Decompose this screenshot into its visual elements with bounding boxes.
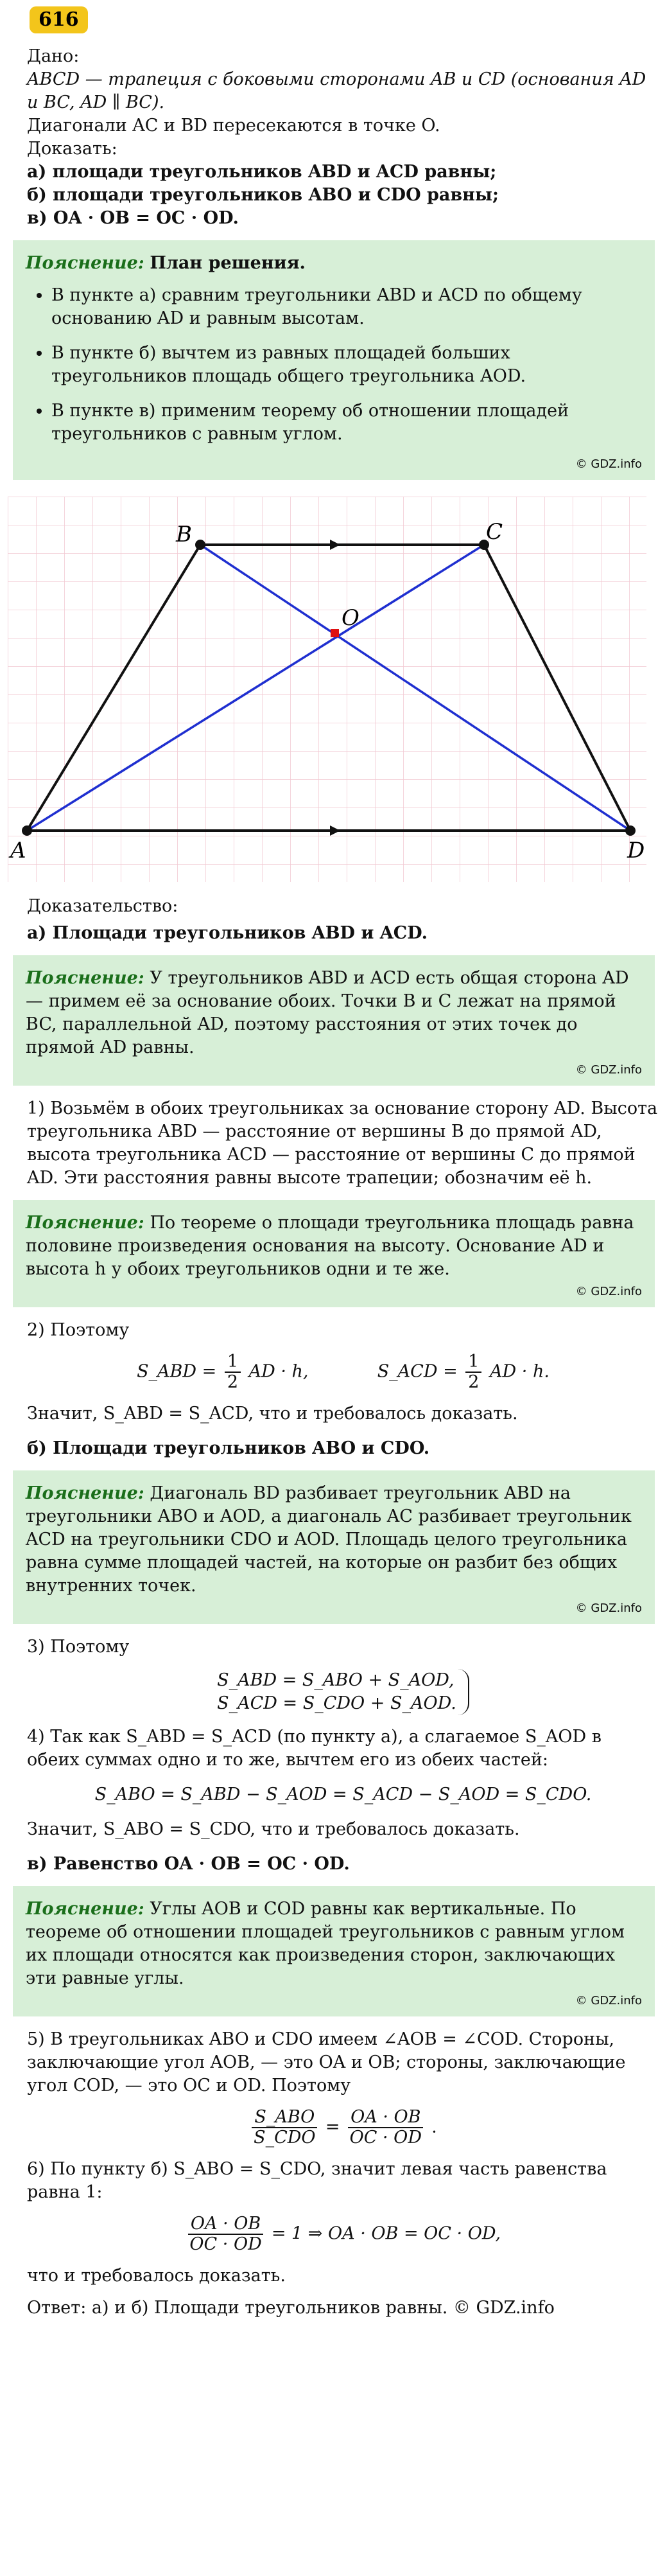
prove-label: Доказать: xyxy=(27,139,117,159)
vertex-d-dot xyxy=(625,825,636,836)
plan-heading xyxy=(26,252,642,275)
prove-item-b: б) площади треугольников ABO и CDO равны; xyxy=(27,185,499,205)
trapezoid-svg xyxy=(8,497,646,882)
formula-5-left-num: S_ABO xyxy=(252,2108,317,2128)
explanation-c xyxy=(26,1482,642,1598)
formula-step-4: S_ABO = S_ABD − S_AOD = S_ACD − S_AOD = S_CDO. xyxy=(94,1785,592,1804)
formula-5-right-num: OA · OB xyxy=(348,2108,423,2128)
explanation-d-credit xyxy=(26,1994,642,2007)
plan-item: • В пункте а) сравним треугольники ABD и ACD по общему основанию AD и равным высотам. xyxy=(51,284,642,330)
vertex-b-dot xyxy=(195,540,205,550)
explanation-b xyxy=(26,1212,642,1281)
credit-text: GDZ.info xyxy=(591,1994,642,2007)
step-1: 1) Возьмём в обоих треугольниках за основание сторону AD. Высота треугольника ABD — расстояние от вершины B до прямой AD, высота треугольника ACD — расстояние от вершины C до прямой AD. Эти расстояния равны высоте трапеции; обозначим её h. xyxy=(27,1098,658,1188)
formula-step-2 xyxy=(27,1352,658,1392)
plan-title: План решения. xyxy=(150,253,306,273)
formula-step-3 xyxy=(27,1669,658,1715)
explanation-c-text: Диагональ BD разбивает треугольник ABD на треугольники ABO и AOD, а диагональ AC разбивает треугольник ACD на треугольники CDO и AOD. Площадь целого треугольника равна сумме площадей частей, на которые он разбит без общих внутренних точек. xyxy=(26,1483,632,1596)
prove-item-a: а) площади треугольников ABD и ACD равны; xyxy=(27,162,497,182)
credit-text: GDZ.info xyxy=(591,1601,642,1615)
explanation-a-credit xyxy=(26,1063,642,1077)
label-c: C xyxy=(486,519,503,545)
copyright-icon: © xyxy=(453,2298,471,2318)
formula-6-den: OC · OD xyxy=(189,2234,262,2254)
explanation-b-credit xyxy=(26,1285,642,1298)
label-o: O xyxy=(342,605,359,631)
step-6: 6) По пункту б) S_ABO = S_CDO, значит левая часть равенства равна 1: xyxy=(27,2159,607,2202)
formula-3-line-2: S_ACD = S_CDO + S_AOD. xyxy=(217,1693,456,1713)
formula-5-left-fraction xyxy=(252,2108,317,2148)
formula-5-equals: = xyxy=(325,2117,340,2137)
grid-background xyxy=(8,497,646,882)
copyright-icon: © xyxy=(575,1063,587,1077)
step-3: 3) Поэтому xyxy=(27,1637,130,1657)
explanation-a xyxy=(26,967,642,1059)
formula-5-left-den: S_CDO xyxy=(254,2128,316,2148)
explanation-box-c xyxy=(13,1470,655,1624)
plan-item: • В пункте б) вычтем из равных площадей больших треугольников площадь общего треугольника AOD. xyxy=(51,342,642,388)
explanation-b-text: По теореме о площади треугольника площадь равна половине произведения основания на высоту. Основание AD и высота h у обоих треугольников одни и те же. xyxy=(26,1213,634,1279)
formula-5-end: . xyxy=(431,2117,437,2137)
formula-2-right-fraction xyxy=(465,1352,481,1392)
given-block xyxy=(27,45,658,230)
formula-2-left-fraction xyxy=(225,1352,241,1392)
given-text-2: Диагонали AC и BD пересекаются в точке O. xyxy=(27,116,440,136)
plan-explanation-box xyxy=(13,240,655,480)
label-a: A xyxy=(10,838,26,863)
part-b-title: б) Площади треугольников ABO и CDO. xyxy=(27,1438,430,1458)
copyright-icon: © xyxy=(575,1285,587,1298)
given-text-1: ABCD — трапеция с боковыми сторонами AB и CD (основания AD и BC, AD ∥ BC). xyxy=(27,69,646,112)
explanation-d xyxy=(26,1898,642,1990)
intersection-o-marker xyxy=(331,629,339,637)
plan-lead: Пояснение: xyxy=(26,253,144,273)
formula-6-num: OA · OB xyxy=(188,2214,263,2235)
vertex-a-dot xyxy=(22,825,32,836)
proof-intro: Доказательство: xyxy=(27,896,178,916)
label-b: B xyxy=(176,522,192,547)
answer-line xyxy=(27,2297,658,2320)
formula-2-right-rhs: AD · h. xyxy=(490,1361,550,1382)
step-5: 5) В треугольниках ABO и CDO имеем ∠AOB = ∠COD. Стороны, заключающие угол AOB, — это OA и OB; стороны, заключающие угол COD, — это OC и OD. Поэтому xyxy=(27,2029,626,2095)
formula-6-rest: = 1 ⇒ OA · OB = OC · OD, xyxy=(271,2223,501,2244)
plan-credit-text: GDZ.info xyxy=(591,457,642,471)
problem-number-badge: 616 xyxy=(30,6,88,33)
formula-2-right-lhs: S_ACD = xyxy=(377,1361,463,1382)
content xyxy=(10,6,658,2320)
formula-5-right-fraction xyxy=(348,2108,423,2148)
copyright-icon: © xyxy=(575,457,587,471)
explanation-c-credit xyxy=(26,1601,642,1615)
plan-credit xyxy=(26,457,642,471)
explanation-box-b xyxy=(13,1200,655,1307)
explanation-box-d xyxy=(13,1886,655,2016)
plan-list xyxy=(26,284,642,446)
part-c-title: в) Равенство OA · OB = OC · OD. xyxy=(27,1854,350,1874)
step-2: 2) Поэтому xyxy=(27,1320,130,1340)
formula-2-left-rhs: AD · h, xyxy=(248,1361,309,1382)
explanation-b-lead: Пояснение: xyxy=(26,1213,144,1233)
formula-2-left-den: 2 xyxy=(227,1372,239,1392)
copyright-icon: © xyxy=(575,1601,587,1615)
formula-2-right-den: 2 xyxy=(468,1372,480,1392)
trapezoid-figure xyxy=(8,497,646,882)
formula-step-6 xyxy=(27,2214,658,2254)
step-4: 4) Так как S_ABD = S_ACD (по пункту а), а слагаемое S_AOD в обеих суммах одно и то же, вычтем его из обеих частей: xyxy=(27,1727,602,1770)
part-a-title: а) Площади треугольников ABD и ACD. xyxy=(27,923,428,943)
explanation-d-text: Углы AOB и COD равны как вертикальные. По теореме об отношении площадей треугольников с равным углом их площади относятся как произведения сторон, заключающих эти равные углы. xyxy=(26,1899,625,1988)
credit-text: GDZ.info xyxy=(591,1285,642,1298)
formula-6-fraction xyxy=(188,2214,263,2254)
explanation-box-a xyxy=(13,955,655,1086)
formula-3-system xyxy=(217,1669,469,1715)
prove-item-c: в) OA · OB = OC · OD. xyxy=(27,208,239,228)
conclusion-b: Значит, S_ABO = S_CDO, что и требовалось доказать. xyxy=(27,1819,520,1839)
formula-3-line-1: S_ABD = S_ABO + S_AOD, xyxy=(217,1670,455,1690)
formula-2-left-lhs: S_ABD = xyxy=(137,1361,222,1382)
proof-section xyxy=(27,895,658,2320)
copyright-icon: © xyxy=(575,1994,587,2007)
conclusion-c: что и требовалось доказать. xyxy=(27,2266,286,2286)
formula-2-right-num: 1 xyxy=(465,1352,481,1373)
label-d: D xyxy=(627,838,645,863)
explanation-a-text: У треугольников ABD и ACD есть общая сторона AD — примем её за основание обоих. Точки B и C лежат на прямой BC, параллельной AD, поэтому расстояния от этих точек до прямой AD равны. xyxy=(26,968,629,1057)
answer-credit: GDZ.info xyxy=(476,2298,555,2318)
explanation-a-lead: Пояснение: xyxy=(26,968,144,988)
explanation-c-lead: Пояснение: xyxy=(26,1483,144,1503)
formula-2-left-num: 1 xyxy=(225,1352,241,1373)
formula-5-right-den: OC · OD xyxy=(349,2128,422,2148)
explanation-d-lead: Пояснение: xyxy=(26,1899,144,1919)
formula-step-5 xyxy=(27,2108,658,2148)
given-label: Дано: xyxy=(27,46,80,66)
credit-text: GDZ.info xyxy=(591,1063,642,1077)
conclusion-a: Значит, S_ABD = S_ACD, что и требовалось доказать. xyxy=(27,1404,518,1424)
plan-item: • В пункте в) применим теорему об отношении площадей треугольников с равным углом. xyxy=(51,400,642,446)
answer-text: Ответ: а) и б) Площади треугольников равны. xyxy=(27,2298,448,2318)
